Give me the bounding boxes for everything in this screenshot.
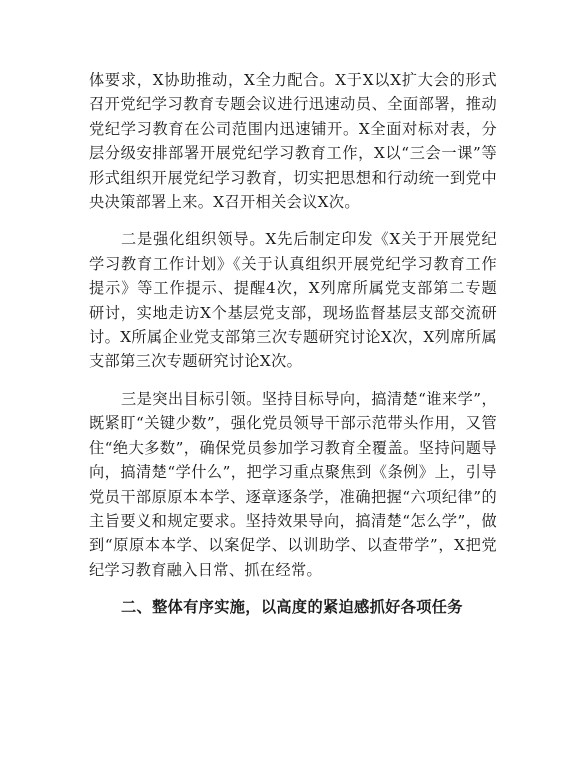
- section-heading: 二、整体有序实施，以高度的紧迫感抓好各项任务: [121, 598, 463, 617]
- paragraph-continued: 体要求，X协助推动，X全力配合。X于X以X扩大会的形式召开党纪学习教育专题会议进行迅速动员、全面部署，推动党纪学习教育在公司范围内迅速铺开。X全面对标对表，分层分级安排部署开展党纪学习教育工作，X以“三会一课”等形式组织开展党纪学习教育，切实把思想和行动统一到党中央决策部署上来。X召开相关会议X次。: [89, 71, 497, 212]
- paragraph-organization-leadership: 二是强化组织领导。X先后制定印发《X关于开展党纪学习教育工作计划》《关于认真组织开展党纪学习教育工作提示》等工作提示、提醒4次，X列席所属党支部第二专题研讨，实地走访X个基层党支部，现场监督基层支部交流研讨。X所属企业党支部第三次专题研究讨论X次，X列席所属支部第三次专题研究讨论X次。: [89, 230, 497, 371]
- paragraph-goal-guidance: 三是突出目标引领。坚持目标导向，搞清楚“谁来学”，既紧盯“关键少数”，强化党员领导干部示范带头作用，又管住“绝大多数”，确保党员参加学习教育全覆盖。坚持问题导向，搞清楚“学什么”，把学习重点聚焦到《条例》上，引导党员干部原原本本学、逐章逐条学，准确把握“六项纪律”的主旨要义和规定要求。坚持效果导向，搞清楚“怎么学”，做到“原原本本学、以案促学、以训助学、以查带学”，X把党纪学习教育融入日常、抓在经常。: [89, 389, 497, 579]
- document-page: [89, 68, 497, 620]
